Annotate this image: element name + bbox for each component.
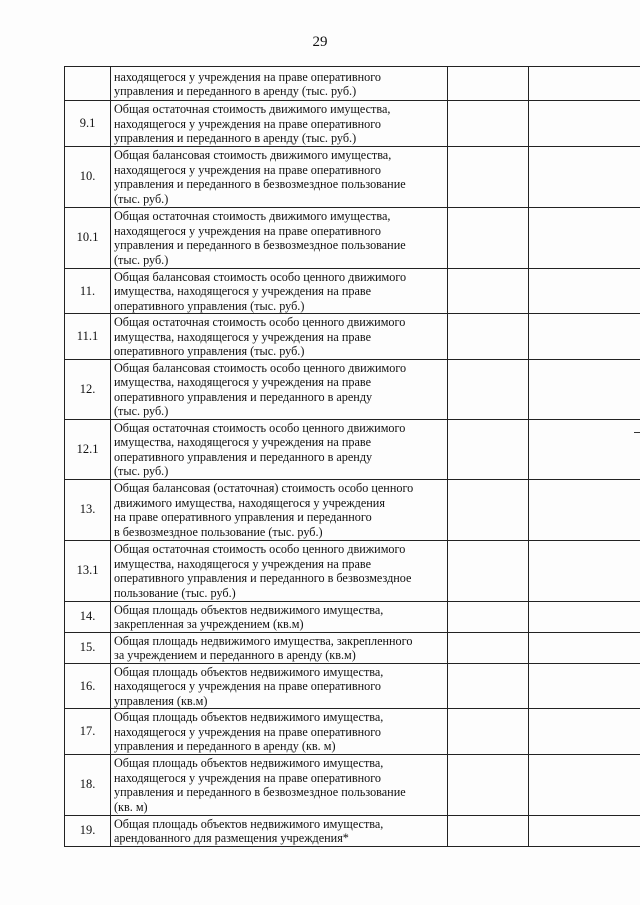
row-indicator-text — [111, 632, 448, 663]
value-cell-2 — [529, 815, 640, 846]
row-indicator-text — [111, 815, 448, 846]
value-cell-2 — [529, 146, 640, 207]
indicator-label: Общая балансовая стоимость особо ценного движимого имущества, находящегося у учреждения на праве оперативного управления и переданного в аренду (тыс. руб.) — [114, 360, 407, 418]
row-indicator-text — [111, 709, 448, 755]
row-number: 14. — [65, 601, 111, 632]
row-indicator-text — [111, 479, 448, 540]
value-cell-2 — [529, 268, 640, 314]
row-number: 9.1 — [65, 101, 111, 147]
row-number: 11.1 — [65, 314, 111, 360]
indicator-label: Общая площадь объектов недвижимого имущества, находящегося у учреждения на праве оперативного управления (кв.м) — [114, 664, 384, 708]
row-number: 16. — [65, 663, 111, 709]
row-indicator-text — [111, 540, 448, 601]
row-number: 13.1 — [65, 540, 111, 601]
value-cell-1 — [448, 479, 529, 540]
value-cell-1 — [448, 101, 529, 147]
table-row — [65, 663, 640, 709]
row-number: 19. — [65, 815, 111, 846]
value-cell-1 — [448, 314, 529, 360]
value-cell-2 — [529, 601, 640, 632]
value-cell-2 — [529, 632, 640, 663]
row-indicator-text — [111, 146, 448, 207]
value-cell-1 — [448, 146, 529, 207]
row-number: 18. — [65, 754, 111, 815]
value-cell-1 — [448, 815, 529, 846]
indicator-label: находящегося у учреждения на праве оперативного управления и переданного в аренду (тыс. руб.) — [114, 69, 382, 98]
row-number: 10.1 — [65, 207, 111, 268]
table-row — [65, 419, 640, 479]
row-number — [65, 67, 111, 101]
table-row — [65, 359, 640, 419]
row-number: 12.1 — [65, 419, 111, 479]
row-number: 13. — [65, 479, 111, 540]
table-row — [65, 101, 640, 147]
table-row — [65, 754, 640, 815]
row-indicator-text — [111, 601, 448, 632]
row-indicator-text — [111, 754, 448, 815]
indicator-label: Общая остаточная стоимость особо ценного движимого имущества, находящегося у учреждения на праве оперативного управления и переданного в аренду (тыс. руб.) — [114, 420, 406, 478]
value-cell-2 — [529, 359, 640, 419]
indicator-label: Общая балансовая стоимость особо ценного движимого имущества, находящегося у учреждения на праве оперативного управления (тыс. руб.) — [114, 269, 407, 313]
table-row — [65, 268, 640, 314]
indicator-table — [64, 66, 640, 847]
value-cell-2 — [529, 709, 640, 755]
value-cell-1 — [448, 540, 529, 601]
value-cell-2 — [529, 754, 640, 815]
table-row — [65, 601, 640, 632]
row-indicator-text — [111, 207, 448, 268]
indicator-label: Общая площадь объектов недвижимого имущества, закрепленная за учреждением (кв.м) — [114, 602, 384, 631]
indicator-label: Общая остаточная стоимость движимого имущества, находящегося у учреждения на праве оперативного управления и переданного в аренду (тыс. руб.) — [114, 102, 391, 145]
row-indicator-text — [111, 663, 448, 709]
row-number: 11. — [65, 268, 111, 314]
value-cell-1 — [448, 268, 529, 314]
row-number: 17. — [65, 709, 111, 755]
row-indicator-text — [111, 101, 448, 147]
indicator-label: Общая остаточная стоимость движимого имущества, находящегося у учреждения на праве оперативного управления и переданного в безвозмездное пользование (тыс. руб.) — [114, 209, 406, 267]
row-number: 15. — [65, 632, 111, 663]
value-cell-1 — [448, 419, 529, 479]
indicator-label: Общая площадь объектов недвижимого имущества, находящегося у учреждения на праве оперативного управления и переданного в безвозмездное пользование (кв. м) — [114, 756, 406, 814]
table-row — [65, 207, 640, 268]
value-cell-1 — [448, 207, 529, 268]
value-cell-1 — [448, 663, 529, 709]
value-cell-2 — [529, 479, 640, 540]
value-cell-1 — [448, 754, 529, 815]
table-row — [65, 67, 640, 101]
row-indicator-text — [111, 359, 448, 419]
table-row — [65, 314, 640, 360]
value-cell-2 — [529, 419, 640, 479]
row-indicator-text — [111, 314, 448, 360]
indicator-label: Общая балансовая (остаточная) стоимость особо ценного движимого имущества, находящегося у учреждения на праве оперативного управления и переданного в безвозмездное пользование (тыс. руб.) — [114, 481, 414, 539]
value-cell-1 — [448, 359, 529, 419]
page-number: 29 — [312, 34, 328, 50]
row-number: 12. — [65, 359, 111, 419]
value-cell-2 — [529, 663, 640, 709]
value-cell-2 — [529, 67, 640, 101]
row-number: 10. — [65, 146, 111, 207]
value-cell-1 — [448, 709, 529, 755]
table-row — [65, 709, 640, 755]
indicator-label: Общая балансовая стоимость движимого имущества, находящегося у учреждения на праве оперативного управления и переданного в безвозмездное пользование (тыс. руб.) — [114, 148, 406, 206]
row-indicator-text — [111, 268, 448, 314]
margin-mark — [634, 432, 640, 433]
row-indicator-text — [111, 419, 448, 479]
value-cell-1 — [448, 601, 529, 632]
indicator-label: Общая площадь объектов недвижимого имущества, находящегося у учреждения на праве оперативного управления и переданного в аренду (кв. м) — [114, 710, 384, 753]
table-row — [65, 479, 640, 540]
row-indicator-text — [111, 67, 448, 101]
table-row — [65, 815, 640, 846]
value-cell-1 — [448, 67, 529, 101]
value-cell-2 — [529, 540, 640, 601]
indicator-label: Общая площадь недвижимого имущества, закрепленного за учреждением и переданного в аренду (кв.м) — [114, 633, 413, 662]
value-cell-2 — [529, 101, 640, 147]
indicator-label: Общая площадь объектов недвижимого имущества, арендованного для размещения учреждения* — [114, 816, 384, 845]
value-cell-2 — [529, 207, 640, 268]
value-cell-2 — [529, 314, 640, 360]
indicator-label: Общая остаточная стоимость особо ценного движимого имущества, находящегося у учреждения на праве оперативного управления и переданного в безвозмездное пользование (тыс. руб.) — [114, 542, 412, 600]
table-row — [65, 632, 640, 663]
table-row — [65, 146, 640, 207]
table-row — [65, 540, 640, 601]
value-cell-1 — [448, 632, 529, 663]
indicator-label: Общая остаточная стоимость особо ценного движимого имущества, находящегося у учреждения на праве оперативного управления (тыс. руб.) — [114, 315, 406, 358]
